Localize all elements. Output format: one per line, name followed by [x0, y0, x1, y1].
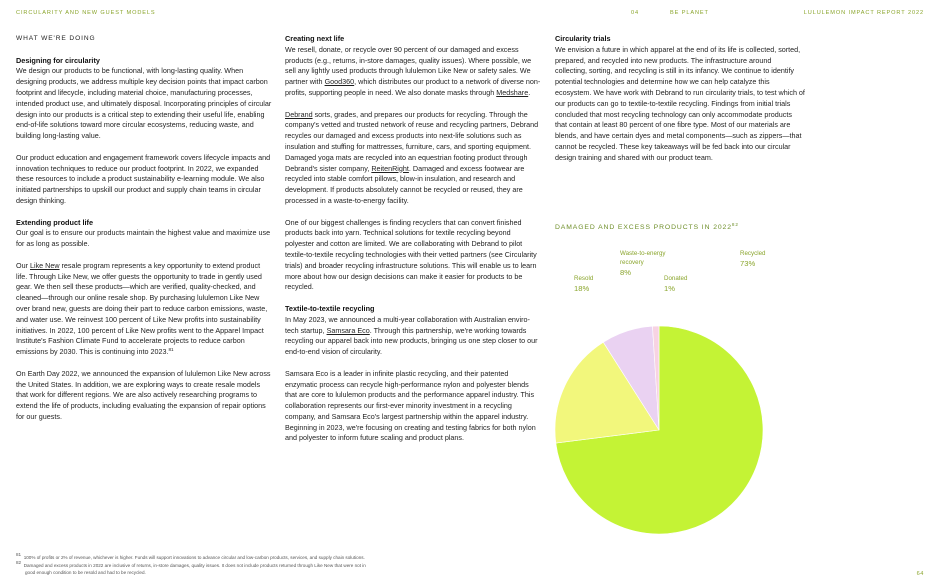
designing-paragraph-1: We design our products to be functional, with long-lasting quality. When designing products, we address multiple key decision points that impact carbon footprint and lifecycle, including material choice, manufacturing processes, intended product use, and ultimately disposal. Incorporating principles of circular design into our products is a critical step to extending their useful life, enabling end-of-life solutions toward more circular ecosystems, reducing waste, and building long-lasting value. [16, 66, 272, 141]
good360-link[interactable]: Good360 [324, 77, 355, 87]
samsara-eco-link[interactable]: Samsara Eco [326, 325, 370, 335]
pie-value-waste-to-energy-recovery: 8% [620, 268, 631, 277]
footnote-81: $^{81}$ 100% of profits or 2% of revenue, whichever is higher. Funds will support innovations to advance circular and low-carbon products, services, and supply chain solutions. [16, 552, 365, 560]
header-chapter-number: 04 [631, 10, 640, 16]
pie-value-donated: 1% [664, 284, 675, 293]
footnote-82: $^{82}$ Damaged and excess products in 2022 are inclusive of returns, in-store damages, quality issues. It does not include products returned through Like New that were not in [16, 560, 366, 568]
next-life-heading: Creating next life [285, 34, 345, 43]
next-life-paragraph-3: One of our biggest challenges is finding recyclers that can convert finished products back into yarn. Technical solutions for textile recycling beyond polyester and cotton are limited. We are collaborating with Debrand to pilot textile-to-textile recycling technologies with their vetted partners (see Circularity trials) and broader recycling infrastructure solutions. This will enable us to learn more about how our design decisions can make it easier for products to be recycled. [285, 217, 537, 292]
pie-label-donated: Donated [664, 275, 688, 282]
header-section-title: CIRCULARITY AND NEW GUEST MODELS [16, 10, 156, 16]
designing-heading: Designing for circularity [16, 55, 100, 65]
textile-recycling-paragraph-2: Samsara Eco is a leader in infinite plastic recycling, and their patented enzymatic process can recycle high-performance nylon and polyester blends that are core to lululemon products and the performance apparel industry. This collaboration represents our first-ever minority investment in a recycling company, and Samsara Eco's largest partnership within the apparel industry. Beginning in 2023, we're focusing on creating and testing fabrics for both nylon and polyester to inform future scaling and product plans. [285, 368, 536, 443]
pie-label-waste-to-energy-recovery: recovery [620, 259, 644, 266]
pie-label-recycled: Recycled [740, 250, 766, 257]
footnote-ref-82: 82 [731, 222, 739, 227]
extending-heading: Extending product life [16, 217, 94, 227]
section-heading: WHAT WE'RE DOING [16, 35, 96, 42]
header-report-title: LULULEMON IMPACT REPORT 2022 [803, 10, 924, 16]
textile-recycling-heading: Textile-to-textile recycling [285, 303, 375, 313]
textile-recycling-paragraph-1: In May 2023, we announced a multi-year collaboration with Australian enviro-tech startup, Samsara Eco. Through this partnership, we're working towards recycling our apparel back into new products, bringing us one step closer to our end-to-end vision of circularity. [285, 314, 538, 357]
column-left [16, 34, 272, 433]
circularity-trials-paragraph: We envision a future in which apparel at the end of its life is collected, sorted, prepared, and recycled into new products. The infrastructure around collecting, sorting, and recycling is still in its infancy. We continue to identify potential technologies and determine how we can help catalyze this ecosystem. We have work with Debrand to run circularity trials, to test which of our products can go to textile-to-textile recycling. Findings from initial trials concluded that most recycling technology can only accommodate products that contain at least 80 percent of one fibre type. Most of our materials are blends, and have certain dyes and metal components—such as zippers—that cannot be recycled. These key takeaways will be fed back into our circular design training and shared with our product team. [555, 44, 805, 162]
pie-value-recycled: 73% [740, 259, 756, 268]
designing-paragraph-2: Our product education and engagement framework covers lifecycle impacts and innovation techniques to reduce our product footprint. In 2022, we expanded these resources to include a product sustainability e-learning module. We also initiated partnerships to upskill our product and supply chain teams in circular design thinking. [16, 152, 271, 205]
extending-paragraph-2: Our Like New resale program represents a key opportunity to extend product life. Through Like New, we offer guests the opportunity to trade in gently used gear. We then sell these products—which are verified, quality-checked, and cleaned—through our online resale shop. By purchasing lululemon Like New over brand new, guests are doing their part to reduce carbon emissions, waste, and water use. We reinvest 100 percent of Like New profits into sustainability initiatives. In 2022, 100 percent of Like New profits went to the Apparel Impact Institute's Fashion Climate Fund to accelerate projects to reduce carbon emissions by 2030. This is continuing into 2023.81 [16, 260, 268, 357]
page-number: 64 [916, 571, 924, 577]
pie-label-resold: Resold [574, 275, 594, 282]
pie-value-resold: 18% [574, 284, 590, 293]
circularity-trials-heading: Circularity trials [555, 34, 611, 43]
column-right [555, 34, 805, 174]
extending-paragraph-3: On Earth Day 2022, we announced the expansion of lululemon Like New across the United States. In addition, we are exploring ways to create resale models that work for different regions. We are also actively researching programs to extend the life of products, including evaluating the expansion of repair options for our guests. [16, 368, 271, 421]
next-life-paragraph-1: We resell, donate, or recycle over 90 percent of our damaged and excess products (e.g., returns, in-store damages, quality issues). Where possible, we sell any lightly used products through lululemon Like New or safety sales. We partner with Good360, which distributes our product to a network of diverse non-profits, supporting people in need. We also donate masks through Medshare. [285, 44, 541, 97]
chart-title: DAMAGED AND EXCESS PRODUCTS IN 2022$^{82}$ [555, 222, 739, 231]
debrand-link[interactable]: Debrand [285, 109, 313, 119]
footnote-ref-81: 81 [168, 347, 174, 353]
reitenright-link[interactable]: ReitenRight [371, 163, 409, 173]
like-new-link[interactable]: Like New [29, 260, 60, 270]
header-chapter-title: BE PLANET [670, 10, 709, 16]
pie-label-waste-to-energy-recovery: Waste-to-energy [620, 250, 666, 257]
pie-chart [554, 244, 774, 544]
column-middle [285, 34, 541, 455]
next-life-paragraph-2: Debrand sorts, grades, and prepares our products for recycling. Through the company's vetted and trusted network of reuse and recycling partners, Debrand recycles our damaged and excess products into next-life solutions such as insulation and stuffing for mattresses, furniture, cars, and sporting equipment. Damaged yoga mats are recycled into an equestrian footing product through Debrand's sister company, ReitenRight. Damaged and excess footwear are recycled into stable comfort pillows, blow-in insulation, and research and development. If products absolutely cannot be recycled or reused, they are processed in a waste-to-energy facility. [285, 109, 539, 205]
medshare-link[interactable]: Medshare [496, 87, 529, 97]
footnote-82-continued: good enough condition to be resold and had to be recycled. [25, 570, 146, 575]
extending-paragraph-1: Our goal is to ensure our products maintain the highest value and maximize use for as long as possible. [16, 228, 271, 249]
